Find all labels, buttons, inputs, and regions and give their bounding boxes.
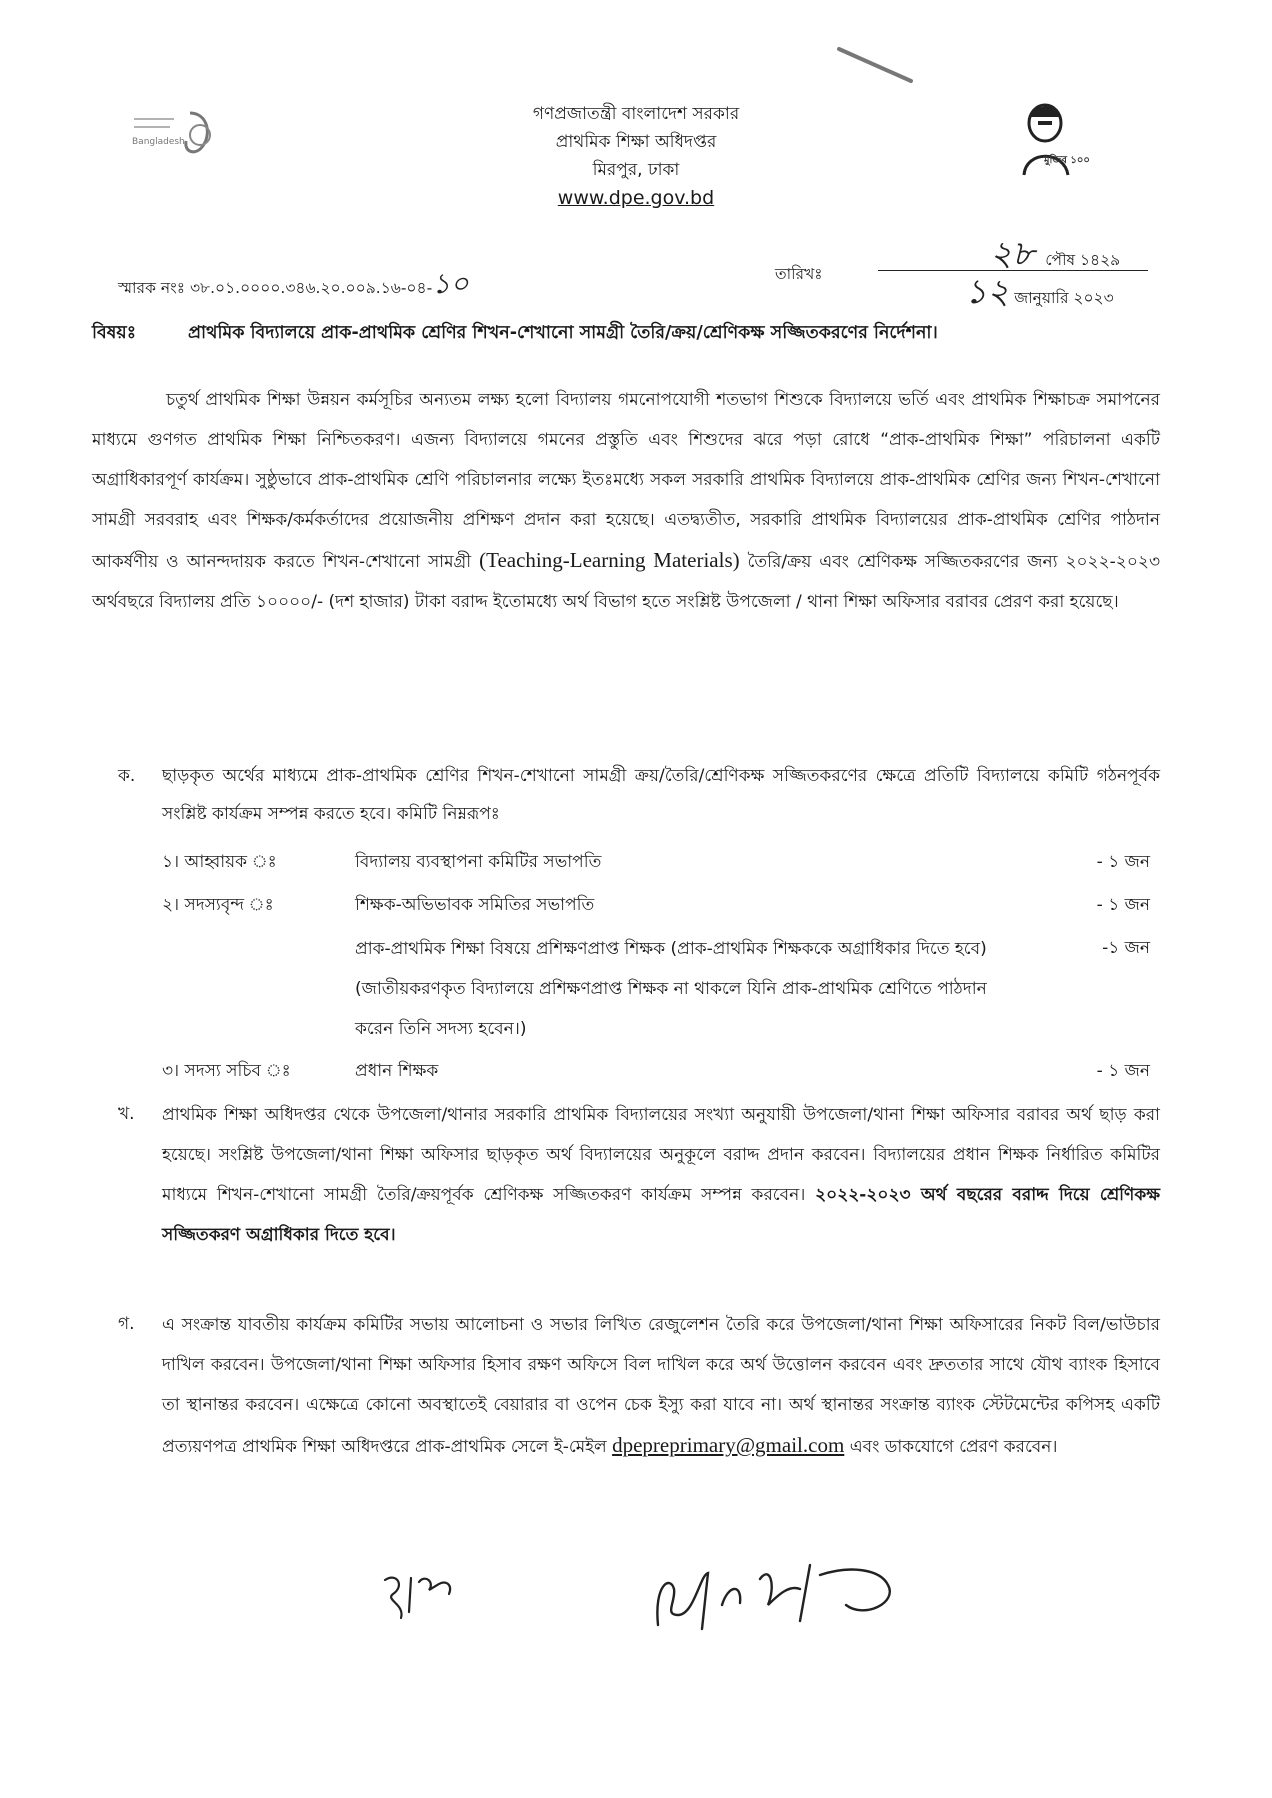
contact-email-link[interactable]: dpepreprimary@gmail.com [612, 1433, 845, 1457]
committee-member-1: বিদ্যালয় ব্যবস্থাপনা কমিটির সভাপতি [355, 852, 602, 872]
committee-role-2: ২। সদস্যবৃন্দ ঃ [162, 895, 274, 915]
item-ga-text: এ সংক্রান্ত যাবতীয় কার্যক্রম কমিটির সভায় আলোচনা ও সভার লিখিত রেজুলেশন তৈরি করে উপজেলা/থানা শিক্ষা অফিসারের নিকট বিল/ভাউচার দাখিল করবেন। উপজেলা/থানা শিক্ষা অফিসার হিসাব রক্ষণ অফিসে বিল দাখিল করে অর্থ উত্তোলন করবেন এবং দ্রুততার সাথে যৌথ ব্যাংক হিসাবে তা স্থানান্তর করবেন। এক্ষেত্রে কোনো অবস্থাতেই বেয়ারার বা ওপেন চেক ইস্যু করা যাবে না। অর্থ স্থানান্তর সংক্রান্ত ব্যাংক স্টেটমেন্টের কপিসহ একটি প্রত্যয়ণপত্র প্রাথমিক শিক্ষা অধিদপ্তরে প্রাক-প্রাথমিক সেলে ই-মেইল [162, 1315, 1160, 1457]
english-month: জানুয়ারি ২০২৩ [1014, 289, 1114, 307]
item-kha-text: প্রাথমিক শিক্ষা অধিদপ্তর থেকে উপজেলা/থানার সরকারি প্রাথমিক বিদ্যালয়ের সংখ্যা অনুযায়ী উপজেলা/থানা শিক্ষা অফিসার বরাবর অর্থ ছাড় করা হয়েছে। সংশ্লিষ্ট উপজেলা/থানা শিক্ষা অফিসার ছাড়কৃত অর্থ বিদ্যালয়ের অনুকূলে বরাদ্দ প্রদান করবেন। বিদ্যালয়ের প্রধান শিক্ষক নির্ধারিত কমিটির মাধ্যমে শিখন-শেখানো সামগ্রী তৈরি/ক্রয়পূর্বক শ্রেণিকক্ষ সজ্জিতকরণ কার্যক্রম সম্পন্ন করবেন। [162, 1105, 1160, 1205]
committee-count-4: - ১ জন [1096, 1061, 1150, 1081]
stray-pen-mark [835, 45, 915, 85]
committee-role-4: ৩। সদস্য সচিব ঃ [162, 1061, 291, 1081]
memo-handwritten-suffix: ১০ [432, 267, 469, 300]
bangla-month: পৌষ ১৪২৯ [1045, 251, 1121, 269]
committee-member-4: প্রধান শিক্ষক [355, 1061, 439, 1081]
officer-signature [650, 1545, 910, 1635]
item-ka-marker: ক. [118, 766, 136, 786]
memo-label: স্মারক নংঃ [118, 279, 186, 297]
english-date [965, 266, 1114, 323]
memo-number: ৩৮.০১.০০০০.৩৪৬.২০.০০৯.১৬-০৪- [189, 279, 433, 297]
subject-label: বিষয়ঃ [92, 323, 137, 343]
intro-part-3: তৈরি/ক্রয় এবং শ্রেণিকক্ষ সজ্জিতকরণের জন্য ২০২২-২০২৩ অর্থবছরে বিদ্যালয় প্রতি ১০০০০/- (দশ হাজার) টাকা বরাদ্দ ইতোমধ্যে অর্থ বিভাগ হতে সংশ্লিষ্ট উপজেলা / থানা শিক্ষা অফিসার বরাবর প্রেরণ করা হয়েছে। [92, 552, 1161, 612]
item-ka-text: ছাড়কৃত অর্থের মাধ্যমে প্রাক-প্রাথমিক শ্রেণির শিখন-শেখানো সামগ্রী ক্রয়/তৈরি/শ্রেণিকক্ষ সজ্জিতকরণের ক্ষেত্রে প্রতিটি বিদ্যালয়ে কমিটি গঠনপূর্বক সংশ্লিষ্ট কার্যক্রম সম্পন্ন করতে হবে। কমিটি নিম্নরূপঃ [162, 766, 1160, 824]
committee-member-2: শিক্ষক-অভিভাবক সমিতির সভাপতি [355, 895, 595, 915]
english-day-handwritten: ১২ [965, 272, 1010, 312]
committee-count-3: -১ জন [1102, 938, 1150, 958]
subject-text: প্রাথমিক বিদ্যালয়ে প্রাক-প্রাথমিক শ্রেণির শিখন-শেখানো সামগ্রী তৈরি/ক্রয়/শ্রেণিকক্ষ সজ্জিতকরণের নির্দেশনা। [188, 323, 938, 343]
intro-part-2: (Teaching-Learning Materials) [479, 548, 740, 572]
intro-part-1: চতুর্থ প্রাথমিক শিক্ষা উন্নয়ন কর্মসূচির অন্যতম লক্ষ্য হলো বিদ্যালয় গমনোপযোগী শতভাগ শিশুকে বিদ্যালয়ে ভর্তি এবং প্রাথমিক শিক্ষাচক্র সমাপনের মাধ্যমে গুণগত প্রাথমিক শিক্ষা নিশ্চিতকরণ। এজন্য বিদ্যালয়ে গমনের প্রস্তুতি এবং শিশুদের ঝরে পড়া রোধে “প্রাক-প্রাথমিক শিক্ষা” পরিচালনা একটি অগ্রাধিকারপূর্ণ কার্যক্রম। সুষ্ঠুভাবে প্রাক-প্রাথমিক শ্রেণি পরিচালনার লক্ষ্যে ইতঃমধ্যে সকল সরকারি প্রাথমিক বিদ্যালয়ে প্রাক-প্রাথমিক শ্রেণির জন্য শিখন-শেখানো সামগ্রী সরবরাহ এবং শিক্ষক/কর্মকর্তাদের প্রয়োজনীয় প্রশিক্ষণ প্রদান করা হয়েছে। এতদ্ব্যতীত, সরকারি প্রাথমিক বিদ্যালয়ের প্রাক-প্রাথমিক শ্রেণির পাঠদান আকর্ষণীয় ও আনন্দদায়ক করতে শিখন-শেখানো সামগ্রী [92, 390, 1160, 572]
item-ga-text-after: এবং ডাকযোগে প্রেরণ করবেন। [849, 1437, 1058, 1457]
header-line-3: মিরপুর, ঢাকা [592, 160, 680, 180]
committee-role-1: ১। আহ্বায়ক ঃ [162, 852, 277, 872]
website-link[interactable]: www.dpe.gov.bd [557, 187, 715, 209]
header-line-1: গণপ্রজাতন্ত্রী বাংলাদেশ সরকার [532, 104, 740, 124]
item-kha-body [162, 1095, 1160, 1255]
right-logo-text: মুজিব ১০০ [1044, 155, 1090, 166]
item-ga-marker: গ. [118, 1314, 135, 1334]
item-kha-marker: খ. [118, 1104, 135, 1124]
subject-line [92, 320, 938, 349]
committee-member-3: প্রাক-প্রাথমিক শিক্ষা বিষয়ে প্রশিক্ষণপ্রাপ্ত শিক্ষক (প্রাক-প্রাথমিক শিক্ষককে অগ্রাধিকার দিতে হবে) (জাতীয়করণকৃত বিদ্যালয়ে প্রশিক্ষণপ্রাপ্ত শিক্ষক না থাকলে যিনি প্রাক-প্রাথমিক শ্রেণিতে পাঠদান করেন তিনি সদস্য হবেন।) [355, 939, 987, 1039]
intro-paragraph [92, 380, 1160, 622]
memo-ref [118, 262, 469, 309]
item-ga-body [162, 1305, 1160, 1467]
committee-count-1: - ১ জন [1096, 852, 1150, 872]
left-logo-text: Bangladesh [132, 137, 185, 147]
bangla-day-handwritten: ২৮ [990, 234, 1035, 274]
date-label: তারিখঃ [775, 265, 823, 283]
header-line-2: প্রাথমিক শিক্ষা অধিদপ্তর [555, 132, 717, 152]
item-kha-bold-text: ২০২২-২০২৩ অর্থ বছরের বরাদ্দ দিয়ে শ্রেণিকক্ষ সজ্জিতকরণ অগ্রাধিকার দিতে হবে। [162, 1185, 1160, 1245]
initials-signature [375, 1560, 465, 1630]
committee-count-2: - ১ জন [1096, 895, 1150, 915]
